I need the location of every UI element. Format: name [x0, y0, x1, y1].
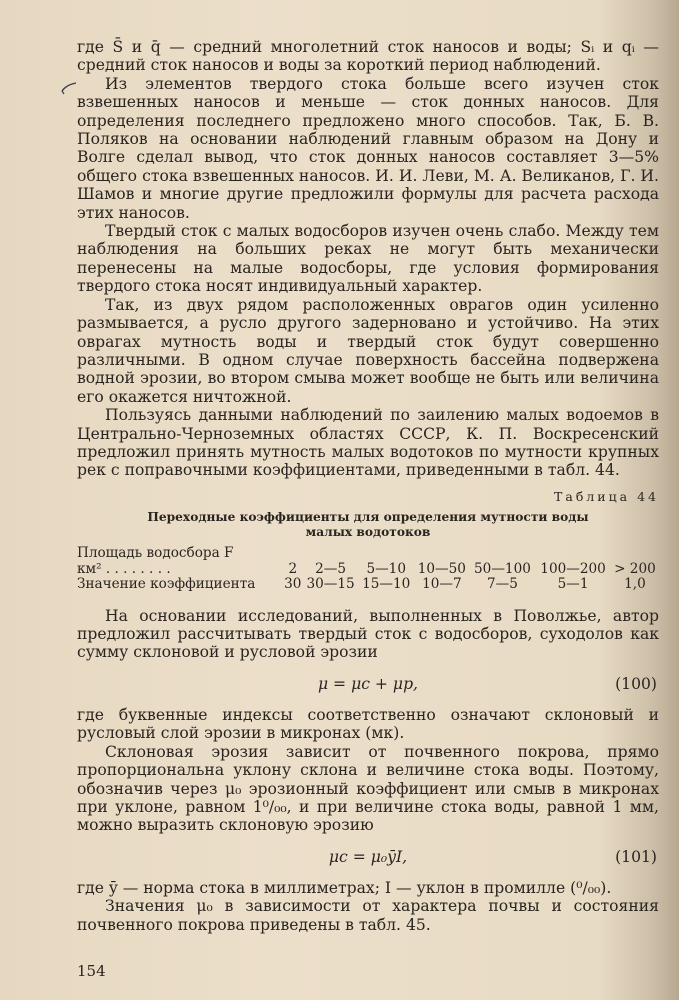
formula-100: [77, 666, 659, 702]
paragraph-norm: где ȳ — норма стока в миллиметрах; I — уклон в промилле (⁰/₀₀).: [77, 878, 612, 897]
area-label-line2: км² . . . . . . . .: [77, 560, 171, 577]
coef-label: Значение коэффициента: [77, 576, 256, 593]
paragraph-definitions: где S̄ и q̄ — средний многолетний сток наносов и воды; Sᵢ и qᵢ — средний сток наносов и воды за короткий период наблюдений.: [77, 38, 659, 75]
paragraph-voskresensky: Пользуясь данными наблюдений по заилению малых водоемов в Центрально-Черноземных областях СССР, К. П. Воскресенский предложил принять мутность малых водотоков по мутности крупных рек с поправочными коэффициентами, приведенными в табл. 44.: [77, 406, 659, 480]
area-cell: 2: [288, 560, 298, 577]
pencil-checkmark: [60, 82, 78, 96]
area-cell: > 200: [614, 560, 656, 577]
table-number: Таблица 44: [554, 488, 659, 504]
page-number: 154: [77, 962, 106, 980]
coef-cell: 10—7: [422, 576, 462, 593]
paragraph-ravines: Так, из двух рядом расположенных оврагов один усиленно размывается, а русло другого задерновано и устойчиво. На этих оврагах мутность воды и твердый сток будут совершенно различными. В одном случае поверхность бассейна подвержена водной эрозии, во втором смыва может вообще не быть или величина его окажется ничтожной.: [77, 295, 659, 406]
text-column: [77, 38, 659, 934]
area-label-line1: Площадь водосбора F: [77, 545, 234, 562]
coef-cell: 30—15: [306, 576, 355, 593]
area-cell: 100—200: [540, 560, 606, 577]
paragraph-small-basins: Твердый сток с малых водосборов изучен очень слабо. Между тем наблюдения на больших реках не могут быть механически перенесены на малые водосборы, где условия формирования твердого стока носят индивидуальный характер.: [77, 222, 659, 296]
coef-cell: 30: [284, 576, 302, 593]
table-row: [77, 577, 659, 593]
coef-cell: 1,0: [624, 576, 646, 593]
coefficients-table: [77, 546, 659, 593]
coef-cell: 5—1: [557, 576, 589, 593]
paragraph-suspended-sediments: Из элементов твердого стока больше всего изучен сток взвешенных наносов и меньше — сток донных наносов. Для определения последнего предложено много способов. Так, Б. В. Поляков на основании наблюдений главным образом на Дону и Волге сделал вывод, что сток донных наносов составляет 3—5% общего стока взвешенных наносов. И. И. Леви, М. А. Великанов, Г. И. Шамов и многие другие предложили формулы для расчета расхода этих наносов.: [77, 74, 659, 222]
formula-101-number: (101): [615, 847, 657, 866]
coef-cell: 15—10: [362, 576, 411, 593]
paragraph-table45: Значения μ₀ в зависимости от характера почвы и состояния почвенного покрова приведены в табл. 45.: [77, 897, 659, 934]
paragraph-volga-method: На основании исследований, выполненных в Поволжье, автор предложил рассчитывать твердый сток с водосборов, суходолов как сумму склоновой и русловой эрозии: [77, 606, 659, 662]
table-row: [77, 546, 659, 562]
formula-101-expression: μс = μ₀ȳI,: [328, 847, 408, 866]
formula-100-expression: μ = μс + μр,: [317, 674, 419, 693]
paragraph-slope-erosion: Склоновая эрозия зависит от почвенного покрова, прямо пропорциональна уклону склона и величине стока воды. Поэтому, обозначив через μ₀ эрозионный коэффициент или смыв в микронах при уклоне, равном 1⁰/₀₀, и при величине стока воды, равной 1 мм, можно выразить склоновую эрозию: [77, 742, 659, 835]
area-cell: 5—10: [366, 560, 406, 577]
table-row: [77, 562, 659, 578]
area-cell: 10—50: [417, 560, 466, 577]
area-cell: 2—5: [315, 560, 347, 577]
coef-cell: 7—5: [487, 576, 518, 593]
area-cell: 50—100: [474, 560, 531, 577]
formula-100-number: (100): [615, 674, 657, 693]
formula-101: [77, 839, 659, 875]
paragraph-indices: где буквенные индексы соответственно означают склоновый и русловый слой эрозии в микронах (мк).: [77, 705, 659, 743]
table-caption: Переходные коэффициенты для определения мутности воды малых водотоков: [147, 510, 589, 540]
